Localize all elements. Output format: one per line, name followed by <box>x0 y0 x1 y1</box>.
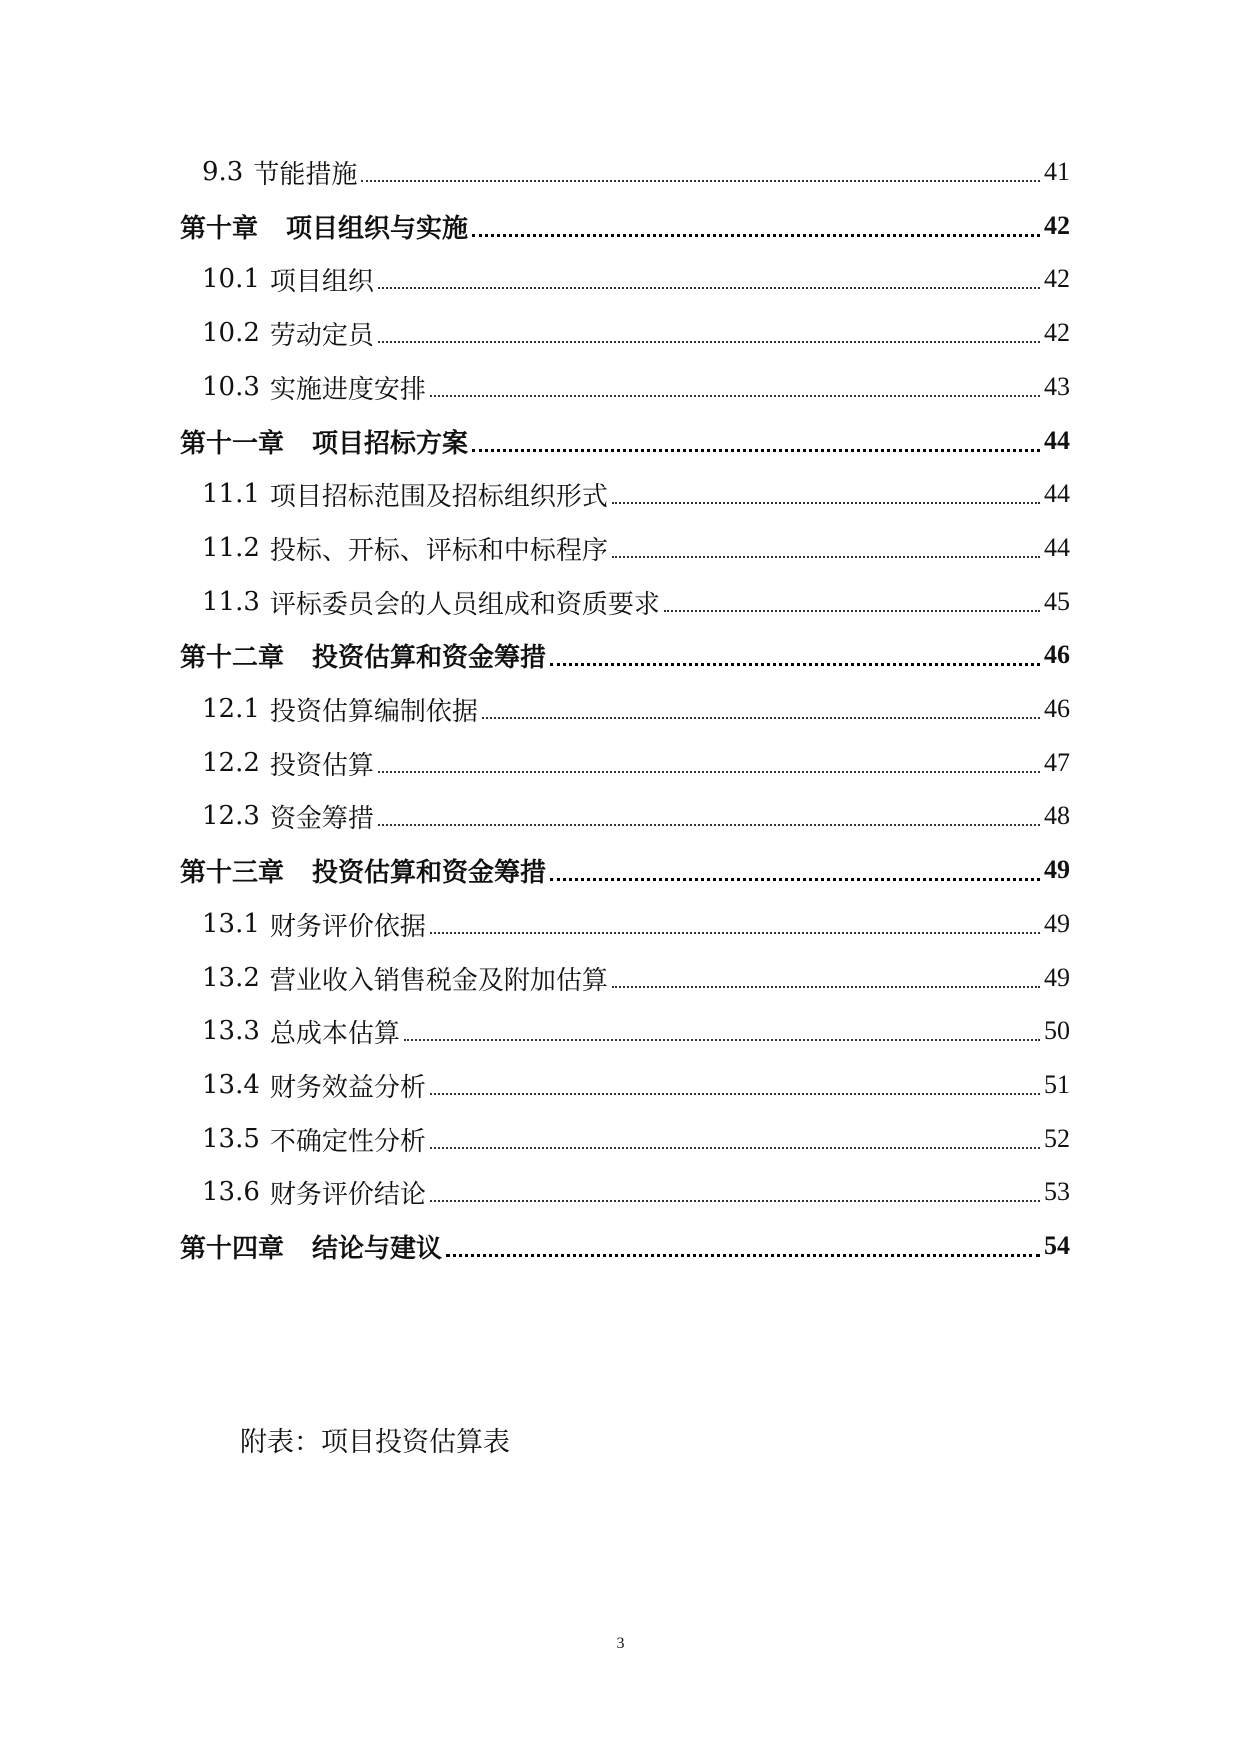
toc-section-entry[interactable] <box>202 956 1070 1000</box>
toc-dot-leader <box>446 1254 1040 1257</box>
toc-entry-page: 42 <box>1044 318 1070 347</box>
toc-entry-title: 项目组织与实施 <box>286 213 469 244</box>
toc-entry-page: 49 <box>1044 909 1070 938</box>
toc-entry-number: 12.2 <box>202 748 260 778</box>
toc-section-entry[interactable] <box>202 365 1070 409</box>
toc-entry-title: 财务评价依据 <box>269 911 426 942</box>
toc-section-entry[interactable] <box>202 580 1070 624</box>
toc-chapter-entry[interactable] <box>180 633 1070 677</box>
toc-dot-leader <box>612 986 1040 988</box>
toc-section-entry[interactable] <box>202 741 1070 785</box>
toc-entry-number: 13.3 <box>202 1016 260 1046</box>
toc-entry-title: 投资估算和资金筹措 <box>312 642 547 673</box>
toc-entry-title: 营业收入销售税金及附加估算 <box>269 965 608 996</box>
toc-dot-leader <box>550 663 1040 666</box>
toc-entry-title: 不确定性分析 <box>269 1126 426 1157</box>
toc-entry-title: 结论与建议 <box>312 1233 443 1264</box>
toc-entry-number: 11.2 <box>202 533 260 563</box>
toc-entry-title: 财务效益分析 <box>269 1072 426 1103</box>
toc-entry-title: 项目招标方案 <box>312 428 469 459</box>
toc-entry-page: 49 <box>1044 855 1070 884</box>
toc-dot-leader <box>430 1200 1040 1202</box>
toc-dot-leader <box>404 1039 1040 1041</box>
toc-entry-number: 10.2 <box>202 318 260 348</box>
toc-entry-title: 投资估算编制依据 <box>269 696 478 727</box>
page-number: 3 <box>616 1635 625 1652</box>
toc-section-entry[interactable] <box>202 1063 1070 1107</box>
toc-entry-title: 财务评价结论 <box>269 1179 426 1210</box>
toc-entry-page: 43 <box>1044 372 1070 401</box>
toc-entry-number: 11.3 <box>202 587 260 617</box>
toc-dot-leader <box>378 341 1040 343</box>
toc-dot-leader <box>378 824 1040 826</box>
toc-entry-page: 49 <box>1044 963 1070 992</box>
toc-entry-title: 节能措施 <box>253 159 358 190</box>
toc-dot-leader <box>430 1093 1040 1095</box>
toc-entry-title: 投资估算 <box>269 750 374 781</box>
toc-entry-title: 总成本估算 <box>269 1018 400 1049</box>
toc-entry-page: 41 <box>1044 157 1070 186</box>
toc-section-entry[interactable] <box>202 687 1070 731</box>
toc-entry-number: 第十二章 <box>180 642 285 673</box>
toc-section-entry[interactable] <box>202 472 1070 516</box>
toc-entry-title: 项目招标范围及招标组织形式 <box>269 481 608 512</box>
toc-section-entry[interactable] <box>202 1009 1070 1053</box>
toc-section-entry[interactable] <box>202 257 1070 301</box>
toc-entry-page: 42 <box>1044 264 1070 293</box>
appendix-note: 附表：项目投资估算表 <box>240 1427 510 1458</box>
toc-dot-leader <box>550 878 1040 881</box>
toc-dot-leader <box>430 395 1040 397</box>
toc-section-entry[interactable] <box>202 1170 1070 1214</box>
toc-entry-title: 投资估算和资金筹措 <box>312 857 547 888</box>
toc-dot-leader <box>664 610 1040 612</box>
toc-entry-page: 45 <box>1044 587 1070 616</box>
toc-entry-page: 53 <box>1044 1177 1070 1206</box>
toc-entry-number: 13.5 <box>202 1124 260 1154</box>
toc-entry-page: 51 <box>1044 1070 1070 1099</box>
toc-dot-leader <box>430 1147 1040 1149</box>
toc-chapter-entry[interactable] <box>180 204 1070 248</box>
toc-entry-title: 资金筹措 <box>269 803 374 834</box>
toc-dot-leader <box>612 556 1040 558</box>
toc-entry-number: 第十四章 <box>180 1233 285 1264</box>
toc-entry-page: 47 <box>1044 748 1070 777</box>
toc-entry-number: 10.1 <box>202 264 260 294</box>
toc-entry-title: 评标委员会的人员组成和资质要求 <box>269 589 660 620</box>
toc-entry-number: 9.3 <box>202 157 244 187</box>
toc-entry-page: 50 <box>1044 1016 1070 1045</box>
toc-section-entry[interactable] <box>202 794 1070 838</box>
toc-dot-leader <box>612 502 1040 504</box>
toc-entry-title: 投标、开标、评标和中标程序 <box>269 535 608 566</box>
toc-entry-number: 第十一章 <box>180 428 285 459</box>
toc-entry-number: 12.3 <box>202 801 260 831</box>
toc-section-entry[interactable] <box>202 311 1070 355</box>
toc-entry-page: 54 <box>1044 1231 1070 1260</box>
toc-section-entry[interactable] <box>202 902 1070 946</box>
toc-entry-number: 13.2 <box>202 963 260 993</box>
toc-entry-number: 13.6 <box>202 1177 260 1207</box>
toc-dot-leader <box>472 234 1040 237</box>
toc-entry-page: 44 <box>1044 479 1070 508</box>
toc-dot-leader <box>482 717 1040 719</box>
toc-entry-number: 11.1 <box>202 479 260 509</box>
toc-entry-title: 实施进度安排 <box>269 374 426 405</box>
toc-section-entry[interactable] <box>202 1117 1070 1161</box>
toc-section-entry[interactable] <box>202 150 1070 194</box>
toc-entry-page: 46 <box>1044 694 1070 723</box>
toc-entry-title: 项目组织 <box>269 266 374 297</box>
toc-entry-number: 12.1 <box>202 694 260 724</box>
toc-chapter-entry[interactable] <box>180 1224 1070 1268</box>
toc-entry-page: 44 <box>1044 426 1070 455</box>
toc-entry-number: 第十章 <box>180 213 259 244</box>
toc-chapter-entry[interactable] <box>180 419 1070 463</box>
toc-dot-leader <box>472 449 1040 452</box>
toc-entry-number: 13.1 <box>202 909 260 939</box>
toc-dot-leader <box>378 287 1040 289</box>
toc-entry-number: 10.3 <box>202 372 260 402</box>
toc-entry-page: 46 <box>1044 640 1070 669</box>
toc-entry-page: 44 <box>1044 533 1070 562</box>
toc-entry-number: 第十三章 <box>180 857 285 888</box>
toc-entry-page: 48 <box>1044 801 1070 830</box>
toc-dot-leader <box>361 180 1040 182</box>
toc-entry-title: 劳动定员 <box>269 320 374 351</box>
toc-entry-number: 13.4 <box>202 1070 260 1100</box>
toc-dot-leader <box>430 932 1040 934</box>
toc-entry-page: 42 <box>1044 211 1070 240</box>
toc-section-entry[interactable] <box>202 526 1070 570</box>
toc-entry-page: 52 <box>1044 1124 1070 1153</box>
toc-chapter-entry[interactable] <box>180 848 1070 892</box>
toc-dot-leader <box>378 771 1040 773</box>
